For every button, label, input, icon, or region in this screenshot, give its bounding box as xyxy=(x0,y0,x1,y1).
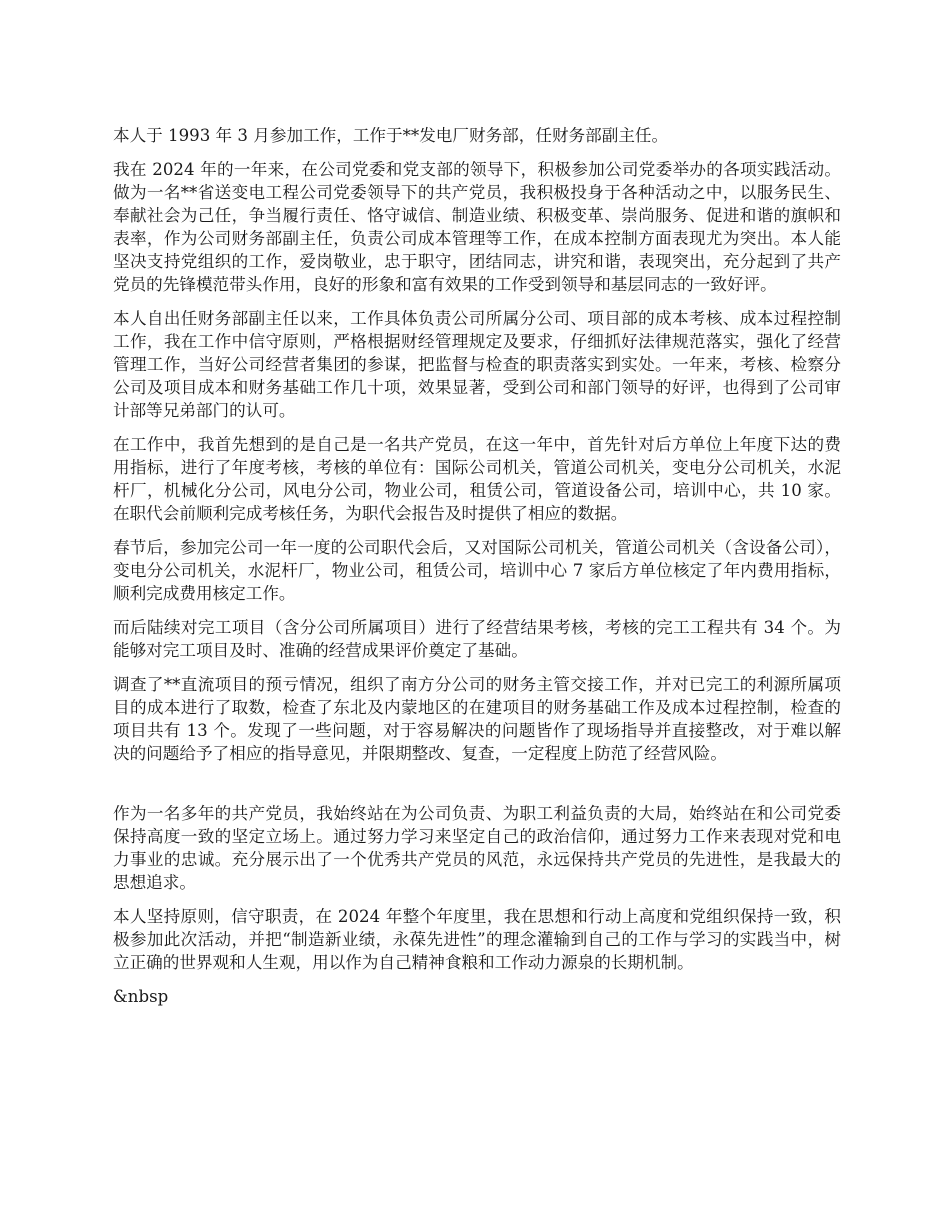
paragraph-spacer xyxy=(113,776,841,802)
paragraph-principles: 本人坚持原则，信守职责，在 2024 年整个年度里，我在思想和行动上高度和党组织保持一致，积极参加此次活动，并把“制造新业绩，永葆先进性”的理念灌输到自己的工作与学习的实践当中，树立正确的世界观和人生观，用以作为自己精神食粮和工作动力源泉的长期机制。 xyxy=(113,907,841,972)
paragraph-party-member: 作为一名多年的共产党员，我始终站在为公司负责、为职工利益负责的大局，始终站在和公司党委保持高度一致的坚定立场上。通过努力学习来坚定自己的政治信仰，通过努力工作来表现对党和电力事业的忠诚。充分展示出了一个优秀共产党员的风范，永远保持共产党员的先进性，是我最大的思想追求。 xyxy=(113,804,841,892)
paragraph-project-evaluation: 而后陆续对完工项目（含分公司所属项目）进行了经营结果考核，考核的完工工程共有 34 个。为能够对完工项目及时、准确的经营成果评价奠定了基础。 xyxy=(113,618,841,660)
paragraph-cost-management: 本人自出任财务部副主任以来，工作具体负责公司所属分公司、项目部的成本考核、成本过程控制工作，我在工作中信守原则，严格根据财经管理规定及要求，仔细抓好法律规范落实，强化了经营管理工作，当好公司经营者集团的参谋，把监督与检查的职责落实到实处。一年来，考核、检察分公司及项目成本和财务基础工作几十项，效果显著，受到公司和部门领导的好评，也得到了公司审计部等兄弟部门的认可。 xyxy=(113,309,841,420)
paragraph-project-inspection: 调查了**直流项目的预亏情况，组织了南方分公司的财务主管交接工作，并对已完工的利源所属项目的成本进行了取数，检查了东北及内蒙地区的在建项目的财务基础工作及成本过程控制，检查的项目共有 13 个。发现了一些问题，对于容易解决的问题皆作了现场指导并直接整改，对于难以解决的问题给予了相应的指导意见，并限期整改、复查，一定程度上防范了经营风险。 xyxy=(113,675,841,763)
paragraph-budget-approval: 春节后，参加完公司一年一度的公司职代会后，又对国际公司机关，管道公司机关（含设备公司），变电分公司机关，水泥杆厂，物业公司，租赁公司，培训中心 7 家后方单位核定了年内费用指标，顺利完成费用核定工作。 xyxy=(113,538,841,603)
paragraph-nbsp-artifact: &nbsp xyxy=(113,987,169,1006)
paragraph-work-history: 本人于 1993 年 3 月参加工作，工作于**发电厂财务部，任财务部副主任。 xyxy=(113,126,669,145)
paragraph-annual-assessment: 在工作中，我首先想到的是自己是一名共产党员，在这一年中，首先针对后方单位上年度下达的费用指标，进行了年度考核，考核的单位有：国际公司机关，管道公司机关，变电分公司机关，水泥杆厂，机械化分公司，风电分公司，物业公司，租赁公司，管道设备公司，培训中心，共 10 家。在职代会前顺利完成考核任务，为职代会报告及时提供了相应的数据。 xyxy=(113,435,841,523)
document-body xyxy=(113,124,841,1019)
paragraph-annual-overview: 我在 2024 年的一年来，在公司党委和党支部的领导下，积极参加公司党委举办的各项实践活动。做为一名**省送变电工程公司党委领导下的共产党员，我积极投身于各种活动之中，以服务民生、奉献社会为己任，争当履行责任、恪守诚信、制造业绩、积极变革、崇尚服务、促进和谐的旗帜和表率，作为公司财务部副主任，负责公司成本管理等工作，在成本控制方面表现尤为突出。本人能坚决支持党组织的工作，爱岗敬业，忠于职守，团结同志，讲究和谐，表现突出，充分起到了共产党员的先锋模范带头作用，良好的形象和富有效果的工作受到领导和基层同志的一致好评。 xyxy=(113,160,841,294)
